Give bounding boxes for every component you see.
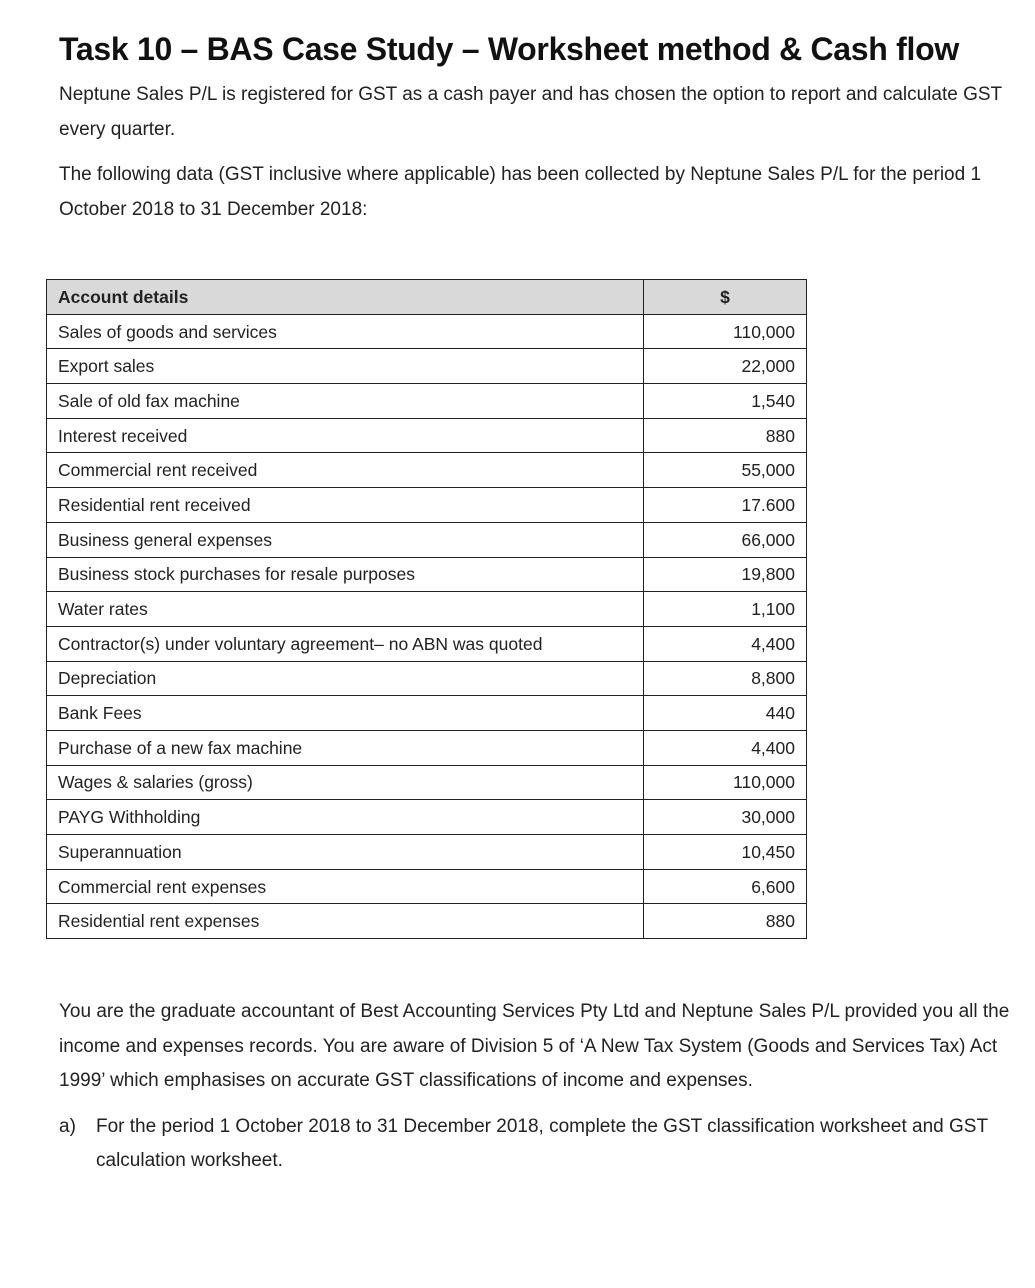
table-row xyxy=(47,488,807,523)
account-name: Business stock purchases for resale purposes xyxy=(47,557,644,592)
account-name: Interest received xyxy=(47,418,644,453)
account-amount: 1,100 xyxy=(644,592,807,627)
account-name: Superannuation xyxy=(47,835,644,870)
data-description: The following data (GST inclusive where applicable) has been collected by Neptune Sales P/L for the period 1 October 2018 to 31 December 2018: xyxy=(59,164,982,220)
account-table xyxy=(46,279,807,939)
account-amount: 4,400 xyxy=(644,626,807,661)
table-row xyxy=(47,314,807,349)
table-row xyxy=(47,869,807,904)
table-row xyxy=(47,418,807,453)
question-text: For the period 1 October 2018 to 31 December 2018, complete the GST classification worksheet and GST calculation worksheet. xyxy=(96,1115,988,1172)
header-amount: $ xyxy=(644,280,807,315)
table-row xyxy=(47,349,807,384)
intro-paragraph: Neptune Sales P/L is registered for GST as a cash payer and has chosen the option to report and calculate GST every quarter. xyxy=(59,84,1002,140)
table-header-row xyxy=(47,280,807,315)
account-name: Residential rent received xyxy=(47,488,644,523)
account-name: Commercial rent expenses xyxy=(47,869,644,904)
table-row xyxy=(47,800,807,835)
table-row xyxy=(47,592,807,627)
account-name: Water rates xyxy=(47,592,644,627)
account-name: Commercial rent received xyxy=(47,453,644,488)
account-name: Business general expenses xyxy=(47,522,644,557)
account-amount: 55,000 xyxy=(644,453,807,488)
account-amount: 880 xyxy=(644,904,807,939)
account-amount: 19,800 xyxy=(644,557,807,592)
account-table-body xyxy=(47,314,807,938)
account-amount: 6,600 xyxy=(644,869,807,904)
header-account-details: Account details xyxy=(47,280,644,315)
question-marker: a) xyxy=(59,1115,76,1137)
account-name: Contractor(s) under voluntary agreement– no ABN was quoted xyxy=(47,626,644,661)
account-amount: 10,450 xyxy=(644,835,807,870)
table-row xyxy=(47,696,807,731)
table-row xyxy=(47,765,807,800)
table-row xyxy=(47,626,807,661)
account-amount: 4,400 xyxy=(644,730,807,765)
account-name: Bank Fees xyxy=(47,696,644,731)
account-amount: 880 xyxy=(644,418,807,453)
table-row xyxy=(47,904,807,939)
account-name: Sales of goods and services xyxy=(47,314,644,349)
account-name: Wages & salaries (gross) xyxy=(47,765,644,800)
account-name: PAYG Withholding xyxy=(47,800,644,835)
table-row xyxy=(47,522,807,557)
account-amount: 22,000 xyxy=(644,349,807,384)
account-name: Sale of old fax machine xyxy=(47,384,644,419)
account-name: Export sales xyxy=(47,349,644,384)
table-row xyxy=(47,835,807,870)
account-amount: 110,000 xyxy=(644,314,807,349)
account-amount: 1,540 xyxy=(644,384,807,419)
account-name: Purchase of a new fax machine xyxy=(47,730,644,765)
account-amount: 17.600 xyxy=(644,488,807,523)
account-amount: 8,800 xyxy=(644,661,807,696)
table-row xyxy=(47,453,807,488)
page-title: Task 10 – BAS Case Study – Worksheet method & Cash flow xyxy=(59,31,959,67)
question-a xyxy=(59,1110,1024,1179)
table-row xyxy=(47,661,807,696)
account-amount: 110,000 xyxy=(644,765,807,800)
table-row xyxy=(47,730,807,765)
account-name: Residential rent expenses xyxy=(47,904,644,939)
account-amount: 66,000 xyxy=(644,522,807,557)
account-amount: 30,000 xyxy=(644,800,807,835)
context-paragraph: You are the graduate accountant of Best Accounting Services Pty Ltd and Neptune Sales P/L provided you all the income and expenses records. You are aware of Division 5 of ‘A New Tax System (Goods and Services Tax) Act 1999’ which emphasises on accurate GST classifications of income and expenses. xyxy=(59,1001,1010,1092)
account-amount: 440 xyxy=(644,696,807,731)
table-row xyxy=(47,384,807,419)
account-name: Depreciation xyxy=(47,661,644,696)
table-row xyxy=(47,557,807,592)
